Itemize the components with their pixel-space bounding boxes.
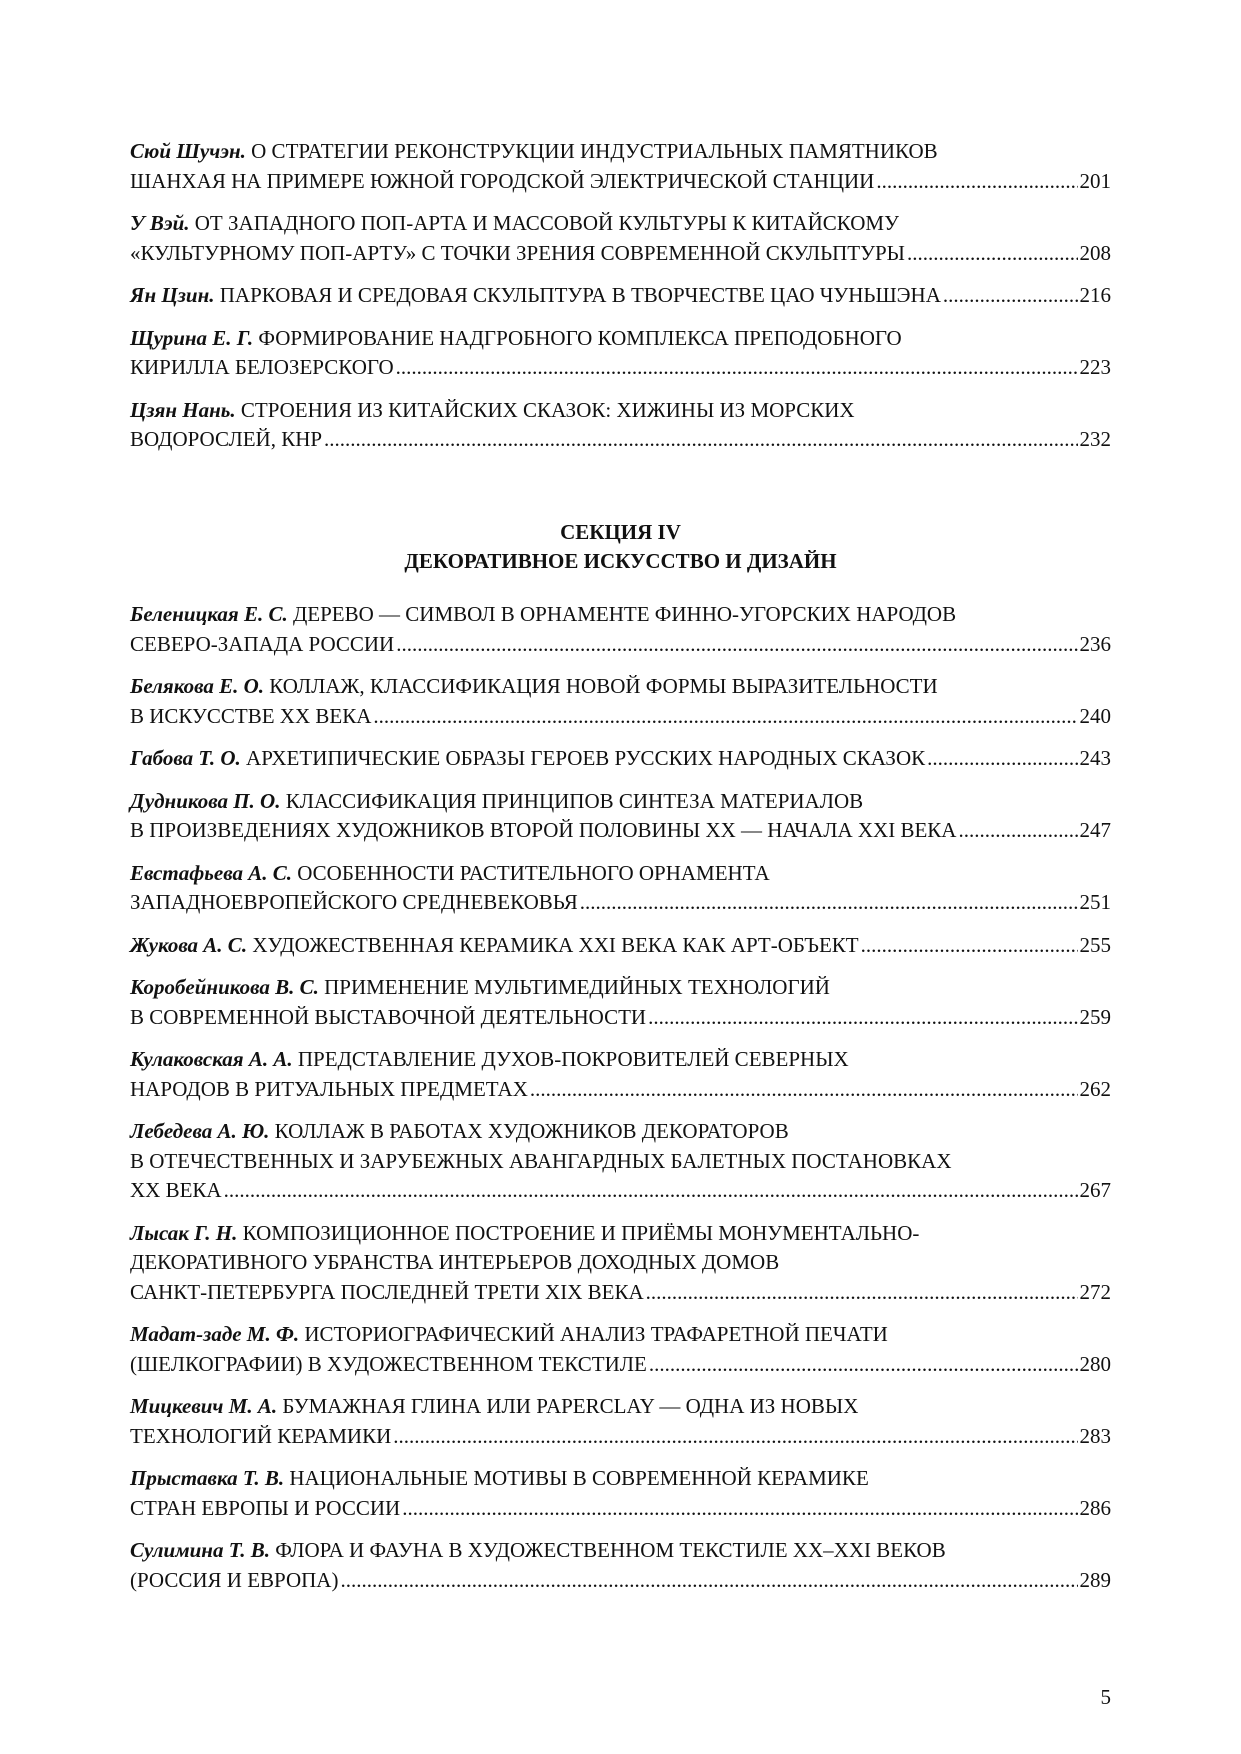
- toc-entry: [130, 324, 1111, 383]
- toc-author: У Вэй.: [130, 211, 190, 235]
- toc-page-number: 201: [1079, 168, 1111, 193]
- toc-author: Габова Т. О.: [130, 746, 241, 770]
- toc-entry-last-line: [130, 744, 1111, 774]
- toc-entry: [130, 672, 1111, 731]
- toc-title-text: ХУДОЖЕСТВЕННАЯ КЕРАМИКА XXI ВЕКА КАК АРТ-ОБЪЕКТ: [252, 932, 859, 957]
- toc-author: Цзян Нань.: [130, 397, 236, 422]
- toc-title-text: КИРИЛЛА БЕЛОЗЕРСКОГО: [130, 355, 394, 379]
- page-number: 5: [1100, 1685, 1111, 1709]
- toc-entry-last-line: [130, 888, 1111, 918]
- toc-title-text: ФЛОРА И ФАУНА В ХУДОЖЕСТВЕННОМ ТЕКСТИЛЕ XX–XXI ВЕКОВ: [275, 1538, 946, 1562]
- toc-entry: [130, 1045, 1111, 1104]
- toc-title-text: СЕВЕРО-ЗАПАДА РОССИИ: [130, 631, 395, 656]
- dot-leader: [649, 1350, 1078, 1380]
- toc-title-text: ВОДОРОСЛЕЙ, КНР: [130, 427, 323, 451]
- toc-entry-last-line: [130, 1350, 1111, 1380]
- toc-entry-line: [130, 672, 1111, 702]
- dot-leader: [876, 167, 1077, 197]
- toc-page-number: 232: [1079, 427, 1111, 451]
- toc-entry-line: [130, 1536, 1111, 1566]
- toc-title-text: О СТРАТЕГИИ РЕКОНСТРУКЦИИ ИНДУСТРИАЛЬНЫХ ПАМЯТНИКОВ: [251, 139, 938, 163]
- dot-leader: [402, 1494, 1077, 1524]
- toc-entry: [130, 209, 1111, 268]
- dot-leader: [530, 1075, 1078, 1105]
- dot-leader: [340, 1566, 1077, 1596]
- toc-entry-last-line: [130, 1003, 1111, 1033]
- toc-entry: [130, 744, 1111, 774]
- toc-page-number: 272: [1079, 1279, 1111, 1304]
- toc-entry: [130, 1536, 1111, 1595]
- toc-title-text: В ИСКУССТВЕ XX ВЕКА: [130, 703, 372, 728]
- toc-title-text: НАРОДОВ В РИТУАЛЬНЫХ ПРЕДМЕТАХ: [130, 1076, 528, 1101]
- toc-page-number: 236: [1079, 631, 1111, 656]
- toc-entry-last-line: [130, 1176, 1111, 1206]
- toc-entry-line: [130, 1248, 1111, 1278]
- toc-title-text: В ОТЕЧЕСТВЕННЫХ И ЗАРУБЕЖНЫХ АВАНГАРДНЫХ БАЛЕТНЫХ ПОСТАНОВКАХ: [130, 1148, 952, 1173]
- toc-entry-line: [130, 1392, 1111, 1422]
- toc-entry: [130, 1320, 1111, 1379]
- toc-title-text: ПРИМЕНЕНИЕ МУЛЬТИМЕДИЙНЫХ ТЕХНОЛОГИЙ: [324, 975, 830, 999]
- toc-author: Ян Цзин.: [130, 283, 215, 307]
- toc-page-number: 286: [1079, 1495, 1111, 1520]
- toc-page-number: 255: [1079, 932, 1111, 957]
- toc-entry-last-line: [130, 353, 1111, 383]
- dot-leader: [927, 744, 1077, 774]
- toc-entry: [130, 137, 1111, 196]
- toc-entry-last-line: [130, 702, 1111, 732]
- toc-title-text: БУМАЖНАЯ ГЛИНА ИЛИ PAPERCLAY — ОДНА ИЗ НОВЫХ: [282, 1394, 859, 1418]
- toc-title-text: КЛАССИФИКАЦИЯ ПРИНЦИПОВ СИНТЕЗА МАТЕРИАЛОВ: [285, 788, 864, 813]
- toc-title-text: СТРОЕНИЯ ИЗ КИТАЙСКИХ СКАЗОК: ХИЖИНЫ ИЗ МОРСКИХ: [240, 397, 855, 422]
- toc-title-text: ТЕХНОЛОГИЙ КЕРАМИКИ: [130, 1423, 392, 1448]
- toc-entry: [130, 787, 1111, 846]
- toc-author: Лебедева А. Ю.: [130, 1119, 270, 1143]
- toc-entry: [130, 973, 1111, 1032]
- toc-title-text: ПАРКОВАЯ И СРЕДОВАЯ СКУЛЬПТУРА В ТВОРЧЕСТВЕ ЦАО ЧУНЬШЭНА: [219, 283, 941, 307]
- toc-author: Мицкевич М. А.: [130, 1394, 278, 1418]
- toc-entry: [130, 396, 1111, 455]
- toc-entry-line: [130, 209, 1111, 239]
- toc-entry-line: [130, 324, 1111, 354]
- toc-page-number: 223: [1079, 355, 1111, 379]
- dot-leader: [224, 1176, 1078, 1206]
- toc-page-number: 262: [1079, 1076, 1111, 1101]
- toc-title-text: ПРЕДСТАВЛЕНИЕ ДУХОВ-ПОКРОВИТЕЛЕЙ СЕВЕРНЫХ: [297, 1047, 849, 1071]
- section-number: СЕКЦИЯ IV: [560, 520, 681, 544]
- toc-author: Беленицкая Е. С.: [130, 602, 288, 626]
- toc-author: Жукова А. С.: [130, 932, 248, 957]
- dot-leader: [646, 1278, 1078, 1308]
- dot-leader: [393, 1422, 1077, 1452]
- dot-leader: [396, 630, 1077, 660]
- toc-entry-last-line: [130, 1422, 1111, 1452]
- section-heading: [130, 518, 1111, 576]
- dot-leader: [396, 353, 1078, 383]
- dot-leader: [648, 1003, 1077, 1033]
- toc-title-text: ОСОБЕННОСТИ РАСТИТЕЛЬНОГО ОРНАМЕНТА: [297, 860, 770, 885]
- toc-author: Дудникова П. О.: [130, 788, 281, 813]
- toc-title-text: ШАНХАЯ НА ПРИМЕРЕ ЮЖНОЙ ГОРОДСКОЙ ЭЛЕКТРИЧЕСКОЙ СТАНЦИИ: [130, 168, 875, 193]
- section-title: ДЕКОРАТИВНОЕ ИСКУССТВО И ДИЗАЙН: [404, 549, 837, 573]
- toc-entry-last-line: [130, 425, 1111, 455]
- dot-leader: [324, 425, 1077, 455]
- toc-author: Евстафьева А. С.: [130, 860, 292, 885]
- toc-author: Щурина Е. Г.: [130, 325, 254, 350]
- toc-entry-last-line: [130, 1075, 1111, 1105]
- dot-leader: [958, 816, 1077, 846]
- toc-author: Прыставка Т. В.: [130, 1466, 285, 1490]
- toc-title-text: САНКТ-ПЕТЕРБУРГА ПОСЛЕДНЕЙ ТРЕТИ XIX ВЕКА: [130, 1279, 644, 1304]
- toc-entry: [130, 859, 1111, 918]
- toc-entry: [130, 281, 1111, 311]
- toc-entry-line: [130, 1045, 1111, 1075]
- toc-title-text: ОТ ЗАПАДНОГО ПОП-АРТА И МАССОВОЙ КУЛЬТУРЫ К КИТАЙСКОМУ: [194, 211, 899, 235]
- toc-title-text: КОЛЛАЖ, КЛАССИФИКАЦИЯ НОВОЙ ФОРМЫ ВЫРАЗИТЕЛЬНОСТИ: [269, 674, 938, 698]
- dot-leader: [943, 281, 1078, 311]
- toc-entry-line: [130, 1464, 1111, 1494]
- toc-entry-line: [130, 1147, 1111, 1177]
- toc-title-text: НАЦИОНАЛЬНЫЕ МОТИВЫ В СОВРЕМЕННОЙ КЕРАМИКЕ: [289, 1466, 869, 1490]
- toc-page-number: 267: [1079, 1178, 1111, 1202]
- toc-entry-line: [130, 1320, 1111, 1350]
- toc-author: Сюй Шучэн.: [130, 139, 246, 163]
- toc-author: Сулимина Т. В.: [130, 1538, 270, 1562]
- toc-list-top: [130, 137, 1111, 468]
- toc-author: Белякова Е. О.: [130, 674, 264, 698]
- toc-entry: [130, 1117, 1111, 1206]
- toc-list-section4: [130, 600, 1111, 1608]
- toc-entry-line: [130, 787, 1111, 817]
- toc-title-text: КОЛЛАЖ В РАБОТАХ ХУДОЖНИКОВ ДЕКОРАТОРОВ: [274, 1119, 789, 1143]
- toc-entry: [130, 1464, 1111, 1523]
- toc-title-text: В ПРОИЗВЕДЕНИЯХ ХУДОЖНИКОВ ВТОРОЙ ПОЛОВИНЫ XX — НАЧАЛА XXI ВЕКА: [130, 818, 957, 842]
- toc-entry: [130, 1219, 1111, 1308]
- toc-entry-line: [130, 600, 1111, 630]
- dot-leader: [373, 702, 1077, 732]
- toc-title-text: СТРАН ЕВРОПЫ И РОССИИ: [130, 1495, 401, 1520]
- toc-entry-last-line: [130, 1494, 1111, 1524]
- toc-title-text: КОМПОЗИЦИОННОЕ ПОСТРОЕНИЕ И ПРИЁМЫ МОНУМЕНТАЛЬНО-: [242, 1220, 920, 1245]
- toc-page-number: 240: [1079, 703, 1111, 728]
- toc-page-number: 259: [1079, 1004, 1111, 1029]
- toc-entry-line: [130, 859, 1111, 889]
- toc-page-number: 243: [1079, 746, 1111, 770]
- dot-leader: [580, 888, 1078, 918]
- toc-title-text: ДЕКОРАТИВНОГО УБРАНСТВА ИНТЕРЬЕРОВ ДОХОДНЫХ ДОМОВ: [130, 1250, 780, 1274]
- toc-entry-line: [130, 396, 1111, 426]
- dot-leader: [907, 239, 1077, 269]
- toc-entry-line: [130, 137, 1111, 167]
- toc-author: Кулаковская А. А.: [130, 1047, 293, 1071]
- toc-entry-last-line: [130, 1566, 1111, 1596]
- toc-entry: [130, 931, 1111, 961]
- toc-entry-line: [130, 973, 1111, 1003]
- toc-title-text: ИСТОРИОГРАФИЧЕСКИЙ АНАЛИЗ ТРАФАРЕТНОЙ ПЕЧАТИ: [304, 1322, 888, 1346]
- toc-entry-last-line: [130, 281, 1111, 311]
- toc-page-number: 283: [1079, 1423, 1111, 1448]
- toc-author: Коробейникова В. С.: [130, 975, 319, 999]
- toc-entry-last-line: [130, 931, 1111, 961]
- toc-entry-last-line: [130, 167, 1111, 197]
- toc-title-text: «КУЛЬТУРНОМУ ПОП-АРТУ» С ТОЧКИ ЗРЕНИЯ СОВРЕМЕННОЙ СКУЛЬПТУРЫ: [130, 240, 906, 265]
- toc-page-number: 280: [1079, 1351, 1111, 1376]
- toc-title-text: XX ВЕКА: [130, 1178, 222, 1202]
- toc-page-number: 251: [1079, 890, 1111, 914]
- toc-title-text: ЗАПАДНОЕВРОПЕЙСКОГО СРЕДНЕВЕКОВЬЯ: [130, 890, 578, 914]
- toc-title-text: (РОССИЯ И ЕВРОПА): [130, 1567, 339, 1592]
- toc-page-number: 247: [1079, 818, 1111, 842]
- toc-title-text: АРХЕТИПИЧЕСКИЕ ОБРАЗЫ ГЕРОЕВ РУССКИХ НАРОДНЫХ СКАЗОК: [246, 746, 926, 770]
- toc-title-text: ФОРМИРОВАНИЕ НАДГРОБНОГО КОМПЛЕКСА ПРЕПОДОБНОГО: [258, 325, 902, 350]
- toc-entry: [130, 1392, 1111, 1451]
- toc-entry: [130, 600, 1111, 659]
- dot-leader: [861, 931, 1078, 961]
- toc-title-text: (ШЕЛКОГРАФИИ) В ХУДОЖЕСТВЕННОМ ТЕКСТИЛЕ: [130, 1351, 647, 1376]
- toc-page-number: 289: [1079, 1567, 1111, 1592]
- toc-entry-line: [130, 1219, 1111, 1249]
- toc-author: Лысак Г. Н.: [130, 1220, 238, 1245]
- toc-entry-line: [130, 1117, 1111, 1147]
- toc-page-number: 216: [1079, 283, 1111, 307]
- toc-entry-last-line: [130, 816, 1111, 846]
- toc-entry-last-line: [130, 630, 1111, 660]
- toc-title-text: ДЕРЕВО — СИМВОЛ В ОРНАМЕНТЕ ФИННО-УГОРСКИХ НАРОДОВ: [292, 602, 957, 626]
- toc-author: Мадат-заде М. Ф.: [130, 1322, 300, 1346]
- toc-entry-last-line: [130, 239, 1111, 269]
- toc-page-number: 208: [1079, 240, 1111, 265]
- toc-title-text: В СОВРЕМЕННОЙ ВЫСТАВОЧНОЙ ДЕЯТЕЛЬНОСТИ: [130, 1004, 647, 1029]
- toc-entry-last-line: [130, 1278, 1111, 1308]
